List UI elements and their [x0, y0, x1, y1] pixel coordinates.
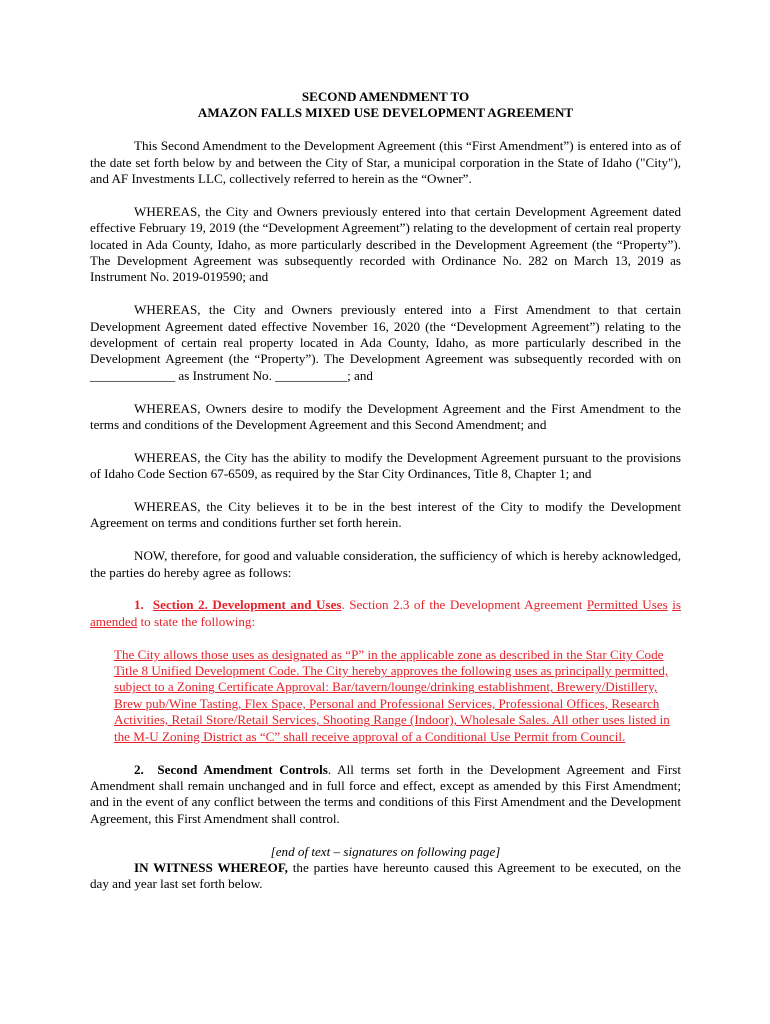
intro-paragraph: This Second Amendment to the Development Agreement (this “First Amendment”) is entered into as of the date set forth below by and between the City of Star, a municipal corporation in the State of Idaho ("City"), and AF Investments LLC, collectively referred to herein as the “Owner”. [90, 138, 681, 187]
whereas-paragraph-3: WHEREAS, Owners desire to modify the Development Agreement and the First Amendment to the terms and conditions of the Development Agreement and this Second Amendment; and [90, 400, 681, 433]
now-therefore-paragraph: NOW, therefore, for good and valuable consideration, the sufficiency of which is hereby acknowledged, the parties do hereby agree as follows: [90, 548, 681, 580]
section-1-text-a: . Section 2.3 of the Development Agreement [341, 597, 587, 613]
section-2-heading: Second Amendment Controls [157, 761, 328, 777]
witness-heading: IN WITNESS WHEREOF, [134, 859, 288, 875]
whereas-paragraph-5: WHEREAS, the City believes it to be in the best interest of the City to modify the Development Agreement on terms and conditions further set forth herein. [90, 499, 681, 531]
whereas-paragraph-1: WHEREAS, the City and Owners previously entered into that certain Development Agreement dated effective February 19, 2019 (the “Development Agreement”) relating to the development of certain real property located in Ada County, Idaho, as more particularly described in the Development Agreement (the “Property”). The Development Agreement was subsequently recorded with Ordinance No. 282 on March 13, 2019 as Instrument No. 2019-019590; and [90, 203, 681, 285]
whereas-paragraph-2: WHEREAS, the City and Owners previously entered into a First Amendment to that certain Development Agreement dated effective November 16, 2020 (the “Development Agreement”) relating to the development of certain real property located in Ada County, Idaho, as more particularly described in the Development Agreement (the “Property”). The Development Agreement was subsequently recorded with on _____________ as Instrument No. ___________; and [90, 302, 681, 383]
permitted-uses-text: Permitted Uses [586, 597, 668, 613]
witness-paragraph [90, 860, 681, 893]
title-line-2: AMAZON FALLS MIXED USE DEVELOPMENT AGREEMENT [197, 105, 574, 121]
section-1-paragraph [90, 597, 681, 630]
amended-uses-quote: The City allows those uses as designated as “P” in the applicable zone as described in the Star City Code Title 8 Unified Development Code. The City hereby approves the following uses as principally permitted, subject to a Zoning Certificate Approval: Bar/tavern/lounge/drinking establishment, Brewery/Distillery, Brew pub/Wine Tasting, Flex Space, Personal and Professional Services, Professional Offices, Research Activities, Retail Store/Retail Services, Shooting Range (Indoor), Wholesale Sales. All other uses listed in the M-U Zoning District as “C” shall receive approval of a Conditional Use Permit from Council. [114, 646, 670, 744]
section-1-text-c: to state the following: [137, 613, 256, 629]
witness-text: the parties have hereunto caused this Agreement to be executed, on the day and year last set forth below. [90, 859, 681, 892]
is-amended-text: is amended [90, 597, 682, 629]
section-1-heading: Section 2. Development and Uses [152, 597, 342, 613]
document-page [90, 89, 681, 893]
section-2-paragraph [90, 762, 681, 828]
section-1-number: 1. [134, 597, 144, 613]
whereas-paragraph-4: WHEREAS, the City has the ability to modify the Development Agreement pursuant to the provisions of Idaho Code Section 67-6509, as required by the Star City Ordinances, Title 8, Chapter 1; and [90, 449, 681, 482]
document-title [90, 89, 681, 122]
title-line-1: SECOND AMENDMENT TO [301, 89, 470, 104]
section-2-number: 2. [134, 761, 144, 777]
end-of-text-note: [end of text – signatures on following page] [270, 843, 501, 859]
section-2-text: . All terms set forth in the Development Agreement and First Amendment shall remain unchanged and in full force and effect, except as amended by this First Amendment; and in the event of any conflict between the terms and conditions of this First Amendment and the Development Agreement, this First Amendment shall control. [90, 761, 681, 826]
